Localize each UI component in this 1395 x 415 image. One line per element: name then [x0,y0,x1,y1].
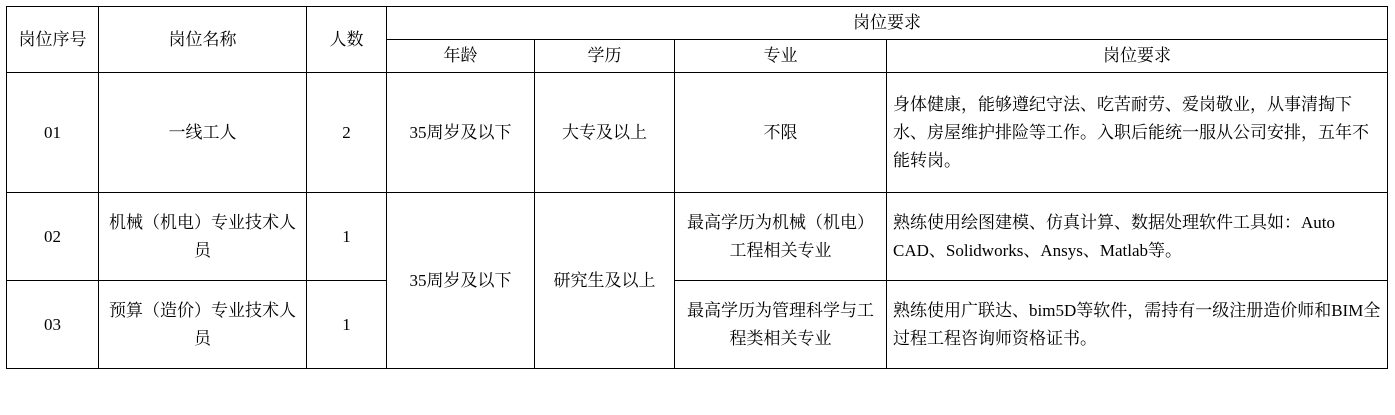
cell-detail: 熟练使用绘图建模、仿真计算、数据处理软件工具如：Auto CAD、Solidworks、Ansys、Matlab等。 [887,193,1388,281]
cell-count: 1 [307,193,387,281]
table-row [7,281,1388,369]
cell-age: 35周岁及以下 [387,193,535,369]
cell-major: 最高学历为管理科学与工程类相关专业 [675,281,887,369]
header-col-age: 年龄 [387,40,535,73]
cell-detail: 熟练使用广联达、bim5D等软件，需持有一级注册造价师和BIM全过程工程咨询师资格证书。 [887,281,1388,369]
cell-index: 02 [7,193,99,281]
cell-name: 一线工人 [99,73,307,193]
cell-detail: 身体健康，能够遵纪守法、吃苦耐劳、爱岗敬业，从事清掏下水、房屋维护排险等工作。入职后能统一服从公司安排，五年不能转岗。 [887,73,1388,193]
table-row [7,193,1388,281]
table-body [7,73,1388,369]
cell-name: 预算（造价）专业技术人员 [99,281,307,369]
header-col-name: 岗位名称 [99,7,307,73]
cell-education: 大专及以上 [535,73,675,193]
cell-education: 研究生及以上 [535,193,675,369]
header-col-count: 人数 [307,7,387,73]
cell-major: 不限 [675,73,887,193]
table-header [7,7,1388,73]
header-col-major: 专业 [675,40,887,73]
cell-index: 01 [7,73,99,193]
job-positions-table [6,6,1388,369]
header-row-top [7,7,1388,40]
header-group-requirements: 岗位要求 [387,7,1388,40]
cell-name: 机械（机电）专业技术人员 [99,193,307,281]
cell-count: 1 [307,281,387,369]
cell-index: 03 [7,281,99,369]
header-col-index: 岗位序号 [7,7,99,73]
header-col-detail: 岗位要求 [887,40,1388,73]
cell-count: 2 [307,73,387,193]
table-row [7,73,1388,193]
cell-major: 最高学历为机械（机电）工程相关专业 [675,193,887,281]
header-col-education: 学历 [535,40,675,73]
cell-age: 35周岁及以下 [387,73,535,193]
